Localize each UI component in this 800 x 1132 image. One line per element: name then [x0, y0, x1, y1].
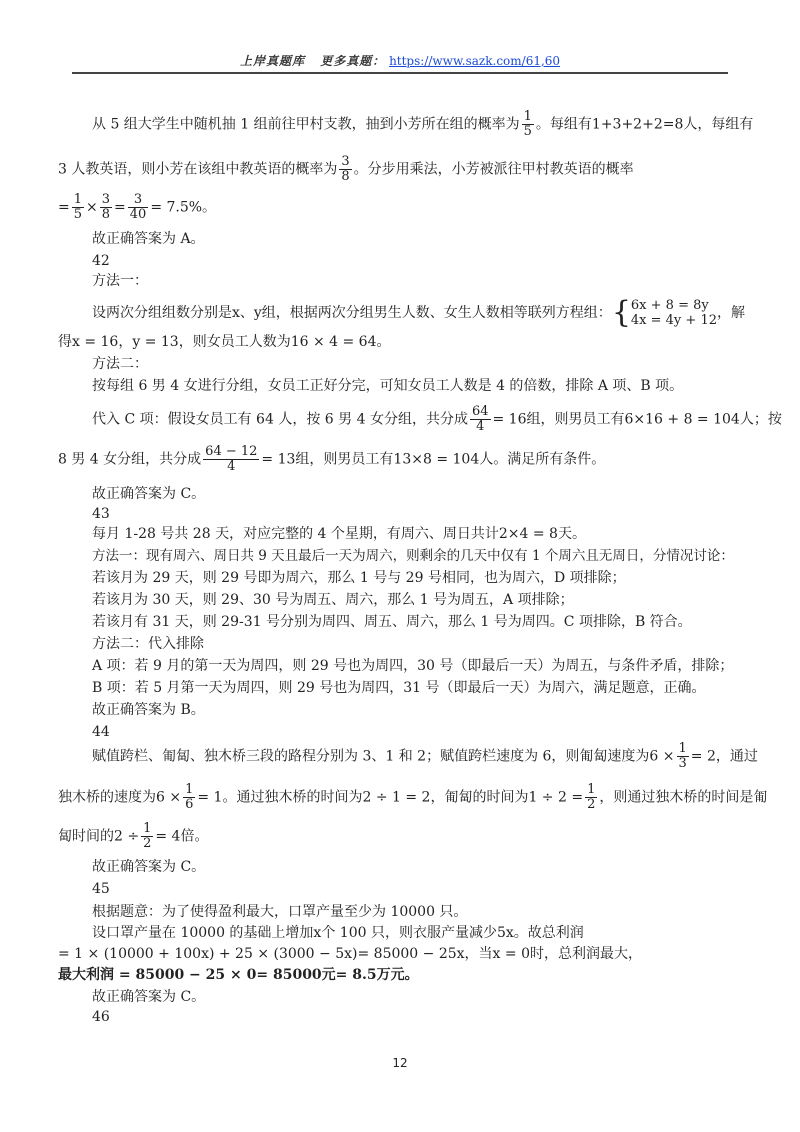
p2-line-1: 设两次分组组数分别是x、y组，根据两次分组男生人数、女生人数相等联列方程组：{ 6x + 8 = 8y 4x = 4y + 12 ，解 — [92, 295, 745, 330]
p6-line-1: 赋值跨栏、匍匐、独木桥三段的路程分别为 3、1 和 2；赋值跨栏速度为 6，则匍匐速度为6 × $\frac{1}{3}$ = 2，通过 — [92, 741, 758, 771]
question-number-45: 45 — [92, 881, 110, 897]
p6-line-3: 匐时间的2 ÷ $\frac{1}{2}$ = 4倍。 — [58, 821, 209, 851]
page-header — [0, 52, 800, 69]
page-number: 12 — [392, 1056, 408, 1070]
fraction: $\frac{1}{5}$ — [523, 109, 532, 139]
text: 。分步用乘法，小芳被派往甲村教英语的概率 — [353, 161, 634, 178]
p5-line-7: A 项：若 9 月的第一天为周四，则 29 号也为周四，30 号（即最后一天）为周五，与条件矛盾，排除； — [92, 658, 734, 674]
answer-43: 故正确答案为 B。 — [92, 702, 205, 718]
text: 从 5 组大学生中随机抽 1 组前往甲村支教，抽到小芳所在组的概率为 — [92, 116, 520, 133]
fraction: $\frac{3}{40}$ — [129, 192, 147, 222]
fraction: $\frac{1}{3}$ — [678, 741, 687, 771]
p3-text: 按每组 6 男 4 女进行分组，女员工正好分完，可知女员工人数是 4 的倍数，排除 A 项、B 项。 — [92, 378, 684, 394]
text: 3 人教英语，则小芳在该组中教英语的概率为 — [58, 161, 338, 178]
fraction: $\frac{64 - 12}{4}$ — [205, 444, 258, 474]
p1-line-2 — [58, 155, 634, 184]
header-url-link[interactable]: https://www.sazk.com/61,60 — [389, 54, 561, 68]
p5-line-8: B 项：若 5 月第一天为周四，则 29 号也为周四，31 号（即最后一天）为周六，满足题意，正确。 — [92, 680, 706, 696]
p5-line-1: 每月 1-28 号共 28 天，对应完整的 4 个星期，有周六、周日共计2×4 = 8天。 — [92, 526, 586, 542]
header-brand: 上岸真题库 — [239, 54, 305, 68]
question-number-42: 42 — [92, 253, 110, 269]
p1-line-1 — [92, 110, 753, 139]
p5-line-3: 若该月为 29 天，则 29 号即为周六，那么 1 号与 29 号相同，也为周六，D 项排除； — [92, 570, 626, 586]
fraction: $\frac{1}{2}$ — [143, 821, 152, 851]
method-two-label: 方法二： — [92, 356, 148, 372]
answer-44: 故正确答案为 C。 — [92, 859, 206, 875]
p5-line-4: 若该月为 30 天，则 29、30 号为周五、周六，那么 1 号为周五，A 项排除； — [92, 592, 574, 608]
p4-line-1: 代入 C 项：假设女员工有 64 人，按 6 男 4 女分组，共分成 $\frac{64}{4}$ = 16组，则男员工有6×16 + 8 = 104人；按 — [92, 404, 782, 434]
p5-line-5: 若该月有 31 天，则 29-31 号分别为周四、周五、周六，那么 1 号为周四。C 项排除，B 符合。 — [92, 614, 692, 630]
fraction: $\frac{1}{6}$ — [185, 782, 194, 812]
p7-line-2: 设口罩产量在 10000 的基础上增加x个 100 只，则衣服产量减少5x。故总利润 — [92, 925, 584, 941]
header-more-label: 更多真题： — [320, 54, 386, 68]
text: 设两次分组组数分别是x、y组，根据两次分组男生人数、女生人数相等联列方程组： — [92, 305, 612, 321]
question-number-46: 46 — [92, 1009, 110, 1025]
question-number-43: 43 — [92, 506, 110, 522]
p1-line-3: = $\frac{1}{5}$ × $\frac{3}{8}$ = $\frac{3}{40}$ = 7.5%。 — [58, 192, 217, 222]
fraction: $\frac{1}{5}$ — [73, 192, 83, 222]
p7-line-1: 根据题意：为了使得盈利最大，口罩产量至少为 10000 只。 — [92, 904, 468, 920]
equation-system: 6x + 8 = 8y 4x = 4y + 12 — [630, 298, 717, 328]
p5-line-2: 方法一：现有周六、周日共 9 天且最后一天为周六，则剩余的几天中仅有 1 个周六且无周日，分情况讨论： — [92, 548, 734, 564]
p7-line-3: = 1 × (10000 + 100x) + 25 × (3000 − 5x)= 85000 − 25x，当x = 0时，总利润最大， — [58, 946, 642, 962]
fraction: $\frac{3}{8}$ — [341, 154, 350, 184]
fraction: $\frac{3}{8}$ — [101, 192, 111, 222]
question-number-44: 44 — [92, 724, 110, 740]
header-divider — [72, 72, 728, 74]
p2-line-2: 得x = 16，y = 13，则女员工人数为16 × 4 = 64。 — [58, 334, 391, 350]
p7-line-4: 最大利润 = 85000 − 25 × 0= 85000元= 8.5万元。 — [58, 967, 419, 983]
brace-symbol: { — [611, 295, 631, 330]
p4-line-2: 8 男 4 女分组，共分成 $\frac{64 - 12}{4}$ = 13组，则男员工有13×8 = 104人。满足所有条件。 — [58, 444, 606, 474]
answer-41: 故正确答案为 A。 — [92, 231, 205, 247]
method-one-label: 方法一： — [92, 273, 148, 289]
fraction: $\frac{64}{4}$ — [471, 404, 489, 434]
answer-45: 故正确答案为 C。 — [92, 989, 206, 1005]
text: 。每组有1+3+2+2=8人，每组有 — [535, 116, 754, 133]
p5-line-6: 方法二：代入排除 — [92, 636, 204, 652]
answer-42: 故正确答案为 C。 — [92, 486, 206, 502]
fraction: $\frac{1}{2}$ — [587, 782, 596, 812]
p6-line-2: 独木桥的速度为6 × $\frac{1}{6}$ = 1。通过独木桥的时间为2 ÷ 1 = 2，匍匐的时间为1 ÷ 2 = $\frac{1}{2}$ ，则通过独木桥的时间是匍 — [58, 782, 768, 812]
